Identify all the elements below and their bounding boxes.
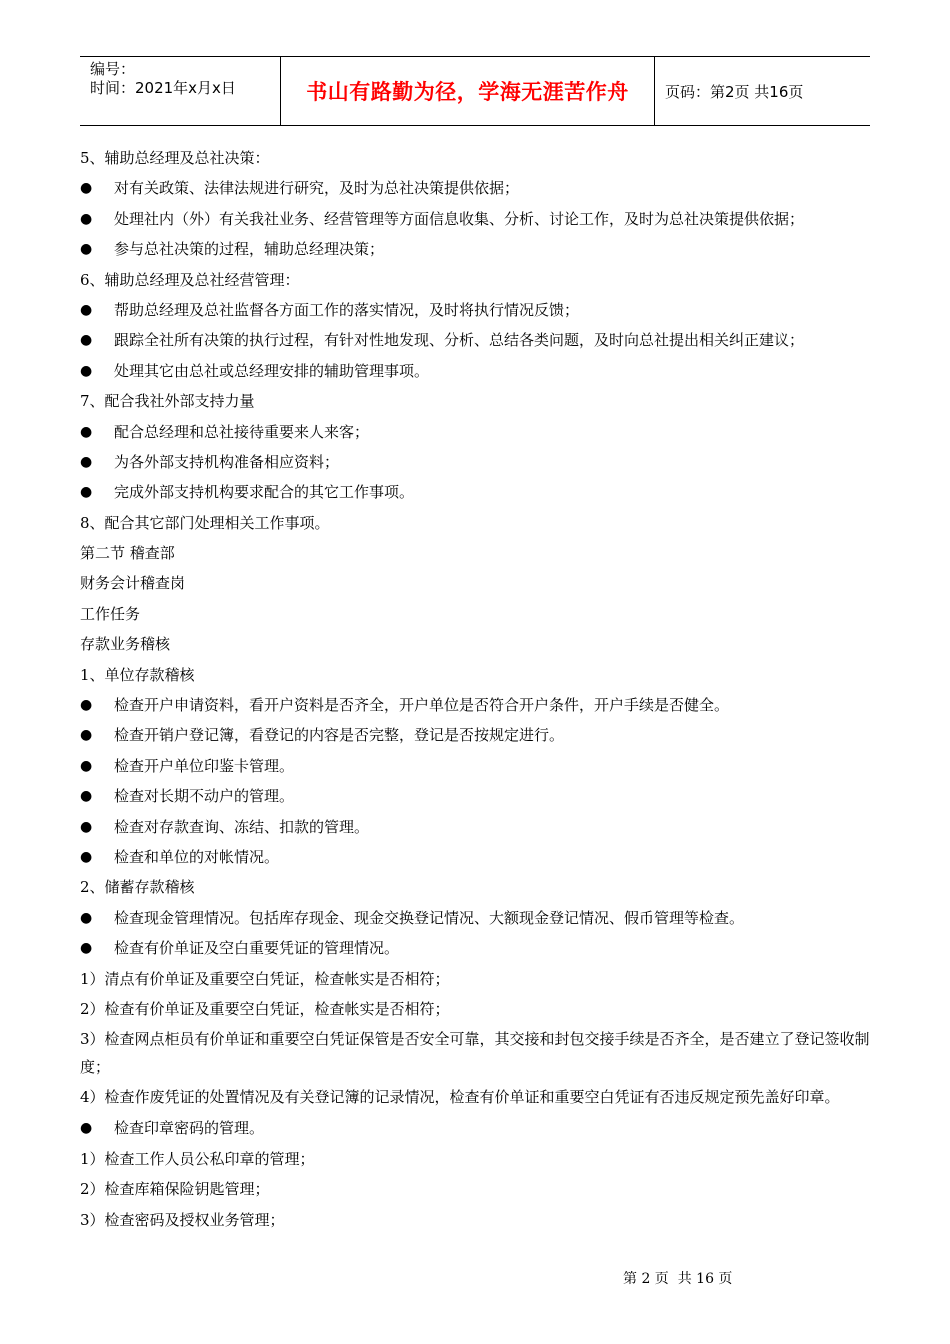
bullet-item xyxy=(80,690,875,720)
bullet-icon: ● xyxy=(80,332,93,349)
chapter-heading: 第二节 稽查部 xyxy=(80,544,175,563)
bullet-item xyxy=(80,720,875,750)
bullet-item xyxy=(80,812,875,842)
bullet-icon: ● xyxy=(80,818,93,835)
numbered-item: 1）检查工作人员公私印章的管理； xyxy=(80,1149,315,1168)
bullet-text: 完成外部支持机构要求配合的其它工作事项。 xyxy=(114,483,415,502)
bullet-item xyxy=(80,1113,875,1143)
numbered-item: 2）检查有价单证及重要空白凭证，检查帐实是否相符； xyxy=(80,999,450,1018)
bullet-icon: ● xyxy=(80,210,93,227)
section-heading: 2、储蓄存款稽核 xyxy=(80,878,195,897)
numbered-item: 1）清点有价单证及重要空白凭证，检查帐实是否相符； xyxy=(80,969,450,988)
bullet-text: 参与总社决策的过程，辅助总经理决策； xyxy=(114,240,385,259)
bullet-icon: ● xyxy=(80,423,93,440)
bullet-item xyxy=(80,417,875,447)
bullet-icon: ● xyxy=(80,727,93,744)
numbered-paragraph: 4）检查作废凭证的处置情况及有关登记簿的记录情况，检查有价单证和重要空白凭证有否违反规定预先盖好印章。 xyxy=(80,1088,840,1107)
bullet-icon: ● xyxy=(80,848,93,865)
bullet-text: 检查开户申请资料，看开户资料是否齐全，开户单位是否符合开户条件，开户手续是否健全。 xyxy=(114,696,730,715)
bullet-icon: ● xyxy=(80,241,93,258)
bullet-item xyxy=(80,781,875,811)
bullet-item xyxy=(80,903,875,933)
header-page-info: 页码：第2页 共16页 xyxy=(665,82,804,101)
header-meta xyxy=(80,57,281,125)
bullet-icon: ● xyxy=(80,484,93,501)
subheading: 存款业务稽核 xyxy=(80,635,171,654)
bullet-item xyxy=(80,204,875,234)
bullet-item xyxy=(80,356,875,386)
bullet-icon: ● xyxy=(80,301,93,318)
bullet-text: 检查开户单位印鉴卡管理。 xyxy=(114,756,295,775)
position-heading: 财务会计稽查岗 xyxy=(80,574,186,593)
bullet-icon: ● xyxy=(80,697,93,714)
bullet-icon: ● xyxy=(80,940,93,957)
bullet-item xyxy=(80,933,875,963)
numbered-item: 2）检查库箱保险钥匙管理； xyxy=(80,1180,270,1199)
bullet-item xyxy=(80,295,875,325)
bullet-text: 检查印章密码的管理。 xyxy=(114,1119,265,1138)
section-heading: 1、单位存款稽核 xyxy=(80,665,195,684)
bullet-icon: ● xyxy=(80,1120,93,1137)
subheading: 工作任务 xyxy=(80,604,141,623)
bullet-item xyxy=(80,325,875,355)
bullet-text: 检查对存款查询、冻结、扣款的管理。 xyxy=(114,817,370,836)
bullet-item xyxy=(80,751,875,781)
bullet-icon: ● xyxy=(80,757,93,774)
bullet-text: 处理其它由总社或总经理安排的辅助管理事项。 xyxy=(114,361,430,380)
document-number-label: 编号： xyxy=(90,60,136,78)
bullet-item xyxy=(80,842,875,872)
bullet-icon: ● xyxy=(80,180,93,197)
numbered-item: 3）检查密码及授权业务管理； xyxy=(80,1210,285,1229)
bullet-text: 配合总经理和总社接待重要来人来客； xyxy=(114,422,370,441)
bullet-item xyxy=(80,173,875,203)
bullet-icon: ● xyxy=(80,362,93,379)
section-heading: 5、辅助总经理及总社决策： xyxy=(80,149,270,167)
bullet-text: 检查现金管理情况。包括库存现金、现金交换登记情况、大额现金登记情况、假币管理等检查。 xyxy=(114,908,745,927)
bullet-text: 处理社内（外）有关我社业务、经营管理等方面信息收集、分析、讨论工作，及时为总社决策提供依据； xyxy=(114,209,805,228)
section-heading: 6、辅助总经理及总社经营管理： xyxy=(80,270,300,289)
bullet-item xyxy=(80,234,875,264)
bullet-text: 帮助总经理及总社监督各方面工作的落实情况，及时将执行情况反馈； xyxy=(114,300,580,319)
bullet-text: 检查有价单证及空白重要凭证的管理情况。 xyxy=(114,939,400,958)
bullet-icon: ● xyxy=(80,909,93,926)
bullet-icon: ● xyxy=(80,788,93,805)
bullet-text: 对有关政策、法律法规进行研究，及时为总社决策提供依据； xyxy=(114,179,520,198)
bullet-text: 为各外部支持机构准备相应资料； xyxy=(114,452,340,471)
page-footer: 第 2 页 共 16 页 xyxy=(623,1271,733,1287)
document-body xyxy=(80,143,875,1235)
header-motto: 书山有路勤为径，学海无涯苦作舟 xyxy=(281,57,655,125)
bullet-icon: ● xyxy=(80,453,93,470)
bullet-text: 检查和单位的对帐情况。 xyxy=(114,847,280,866)
bullet-text: 跟踪全社所有决策的执行过程，有针对性地发现、分析、总结各类问题，及时向总社提出相关纠正建议； xyxy=(114,331,805,350)
bullet-text: 检查开销户登记簿，看登记的内容是否完整，登记是否按规定进行。 xyxy=(114,726,565,745)
document-time: 时间：2021年x月x日 xyxy=(90,79,236,97)
bullet-item xyxy=(80,477,875,507)
bullet-text: 检查对长期不动户的管理。 xyxy=(114,787,295,806)
section-heading: 8、配合其它部门处理相关工作事项。 xyxy=(80,513,330,532)
page-header xyxy=(80,56,870,126)
bullet-item xyxy=(80,447,875,477)
numbered-paragraph: 3）检查网点柜员有价单证和重要空白凭证保管是否安全可靠，其交接和封包交接手续是否齐全，是否建立了登记签收制度； xyxy=(80,1030,870,1077)
section-heading: 7、配合我社外部支持力量 xyxy=(80,392,255,411)
